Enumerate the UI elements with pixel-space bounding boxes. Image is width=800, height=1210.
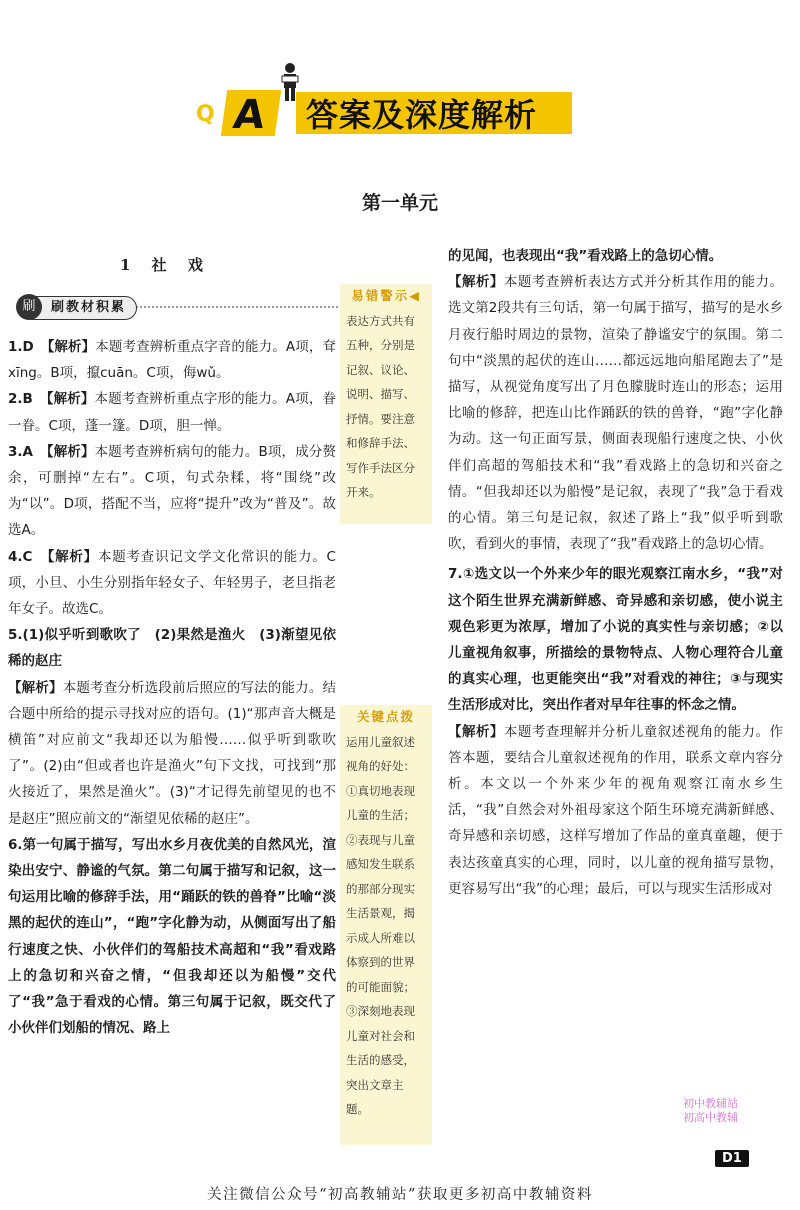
side-note-text: 表达方式共有五种，分别是记叙、议论、说明、描写、抒情。要注意和修辞手法、写作手法区分开来。 [346, 313, 415, 499]
analysis-tag: 【解析】 [46, 391, 95, 408]
side-note-key-point [340, 705, 432, 1145]
item-number: 4. [8, 548, 23, 565]
answer-item [448, 561, 783, 718]
item-number: 6. [8, 836, 23, 853]
analysis-block [448, 269, 783, 557]
analysis-tag: 【解析】 [448, 274, 504, 291]
analysis-tag: 【解析】 [46, 443, 95, 460]
answer-item [8, 439, 336, 544]
analysis-tag: 【解析】 [47, 548, 98, 565]
item-answer: 第一句属于描写，写出水乡月夜优美的自然风光，渲染出安宁、静谧的气氛。第二句属于描写和记叙，这一句运用比喻的修辞手法，用“踊跃的铁的兽脊”比喻“淡黑的起伏的连山”，“跑”字化静为动，从侧面写出了船行速度之快、小伙伴们的驾船技术高超和“我”看戏路上的急切和兴奋之情，“但我却还以为船慢”交代了“我”急于看戏的心情。第三句属于记叙，既交代了小伙伴们划船的情况、路上 [8, 836, 336, 1037]
divider [132, 306, 342, 308]
item-answer: (1)似乎听到歌吹了 (2)果然是渔火 (3)渐望见依稀的赵庄 [8, 627, 336, 670]
page-number: D1 [715, 1150, 749, 1167]
side-note-title: 易错警示◀ [351, 288, 421, 303]
item-answer: A [22, 443, 33, 460]
item-answer: C [22, 548, 33, 565]
header-banner [196, 62, 576, 146]
left-column [8, 334, 336, 1041]
analysis-text: 本题考查辨析病句的能力。B项，成分赘余，可删掉“左右”。C项，句式杂糅，将“围绕”改为“以”。D项，搭配不当，应将“提升”改为“普及”。故选A。 [8, 443, 337, 539]
analysis-block [448, 719, 783, 902]
answer-item [8, 622, 336, 832]
analysis-tag: 【解析】 [8, 679, 63, 696]
analysis-tag: 【解析】 [47, 339, 96, 355]
item-number: 2. [8, 391, 23, 408]
section-tag [12, 294, 342, 322]
analysis-text: 本题考查辨析表达方式并分析其作用的能力。选文第2段共有三句话，第一句属于描写，描写的是水乡月夜行船时周边的景物，渲染了静谧安宁的氛围。第二句中“淡黑的起伏的连山……都远远地向船尾跑去了”是描写，从视觉角度写出了月色朦胧时连山的形态；运用比喻的修辞，把连山比作踊跃的铁的兽脊，“跑”字化静为动。这一句正面写景，侧面表现船行速度之快、小伙伴们高超的驾船技术和“我”看戏路上的急切和兴奋之情。“但我却还以为船慢”是记叙，表现了“我”急于看戏的心情。第三句是记叙，叙述了路上“我”似乎听到歌吹，看到火的事情，表现了“我”看戏路上的急切心情。 [448, 274, 784, 553]
item-answer: ①选文以一个外来少年的眼光观察江南水乡，“我”对这个陌生世界充满新鲜感、奇异感和亲切感，使小说主观色彩更为浓厚，增加了小说的真实性与亲切感；②以儿童视角叙事，所描绘的景物特点、人物心理符合儿童的真实心理，也更能突出“我”对看戏的神往；③与现实生活形成对比，突出作者对早年往事的怀念之情。 [448, 566, 783, 714]
answer-text: 的见闻，也表现出“我”看戏路上的急切心情。 [448, 248, 723, 264]
unit-title: 第一单元 [361, 192, 438, 214]
side-note-text: 运用儿童叙述视角的好处：①真切地表现儿童的生活；②表现与儿童感知发生联系的那部分现实生活景观，揭示成人所难以体察到的世界的可能面貌；③深刻地表现儿童对社会和生活的感受，突出文章主题。 [346, 734, 415, 1116]
section-label: 刷教材积累 [20, 296, 137, 320]
side-note-title: 关键点拨 [356, 709, 415, 724]
footer-text: 关注微信公众号“初高教辅站”获取更多初高中教辅资料 [207, 1187, 593, 1203]
analysis-tag: 【解析】 [448, 723, 504, 740]
answer-item [8, 544, 336, 623]
analysis-text: 本题考查辨析重点字形的能力。A项，眷一眷。C项，蓬一篷。D项，胆一惮。 [8, 391, 336, 434]
answer-continuation [448, 243, 783, 269]
brush-icon: 刷 [16, 294, 42, 320]
a-logo [221, 90, 281, 136]
item-answer: D [22, 339, 34, 355]
answer-item [8, 334, 336, 386]
analysis-text: 本题考查辨析重点字音的能力。A项，耷xīng。B项，攛cuān。C项，侮wǔ。 [8, 339, 337, 382]
item-number: 3. [8, 443, 23, 460]
q-logo: Q [196, 102, 215, 127]
banner-title: 答案及深度解析 [306, 96, 538, 134]
right-column [448, 243, 783, 902]
analysis-text: 本题考查分析选段前后照应的写法的能力。结合题中所给的提示寻找对应的语句。(1)“那声音大概是横笛”对应前文“我却还以为船慢……似乎听到歌吹了”。(2)由“但或者也许是渔火”句下文找，可找到“那火接近了，果然是渔火”。(3)“才记得先前望见的也不是赵庄”照应前文的“渐望见依稀的赵庄”。 [8, 679, 337, 827]
answer-item [8, 386, 336, 438]
item-number: 7. [448, 566, 463, 583]
item-answer: B [22, 391, 33, 408]
item-number: 1. [8, 339, 23, 355]
watermark: 初中教辅站 初高中教辅 [683, 1097, 738, 1124]
analysis-text: 本题考查识记文学文化常识的能力。C项，小旦、小生分别指年轻女子、年轻男子，老旦指老年女子。故选C。 [8, 548, 336, 618]
lesson-title: 1 社 戏 [120, 256, 211, 274]
answer-item [8, 832, 336, 1042]
item-number: 5. [8, 627, 23, 644]
a-letter: A [230, 92, 268, 138]
side-note-error-warning [340, 284, 432, 524]
analysis-text: 本题考查理解并分析儿童叙述视角的能力。作答本题，要结合儿童叙述视角的作用，联系文章内容分析。本文以一个外来少年的视角观察江南水乡生活，“我”自然会对外祖母家这个陌生环境充满新鲜感、奇异感和亲切感，这样写增加了作品的童真童趣，便于表达孩童真实的心理，同时，以儿童的视角描写景物，更容易写出“我”的心理；最后，可以与现实生活形成对 [448, 723, 784, 897]
